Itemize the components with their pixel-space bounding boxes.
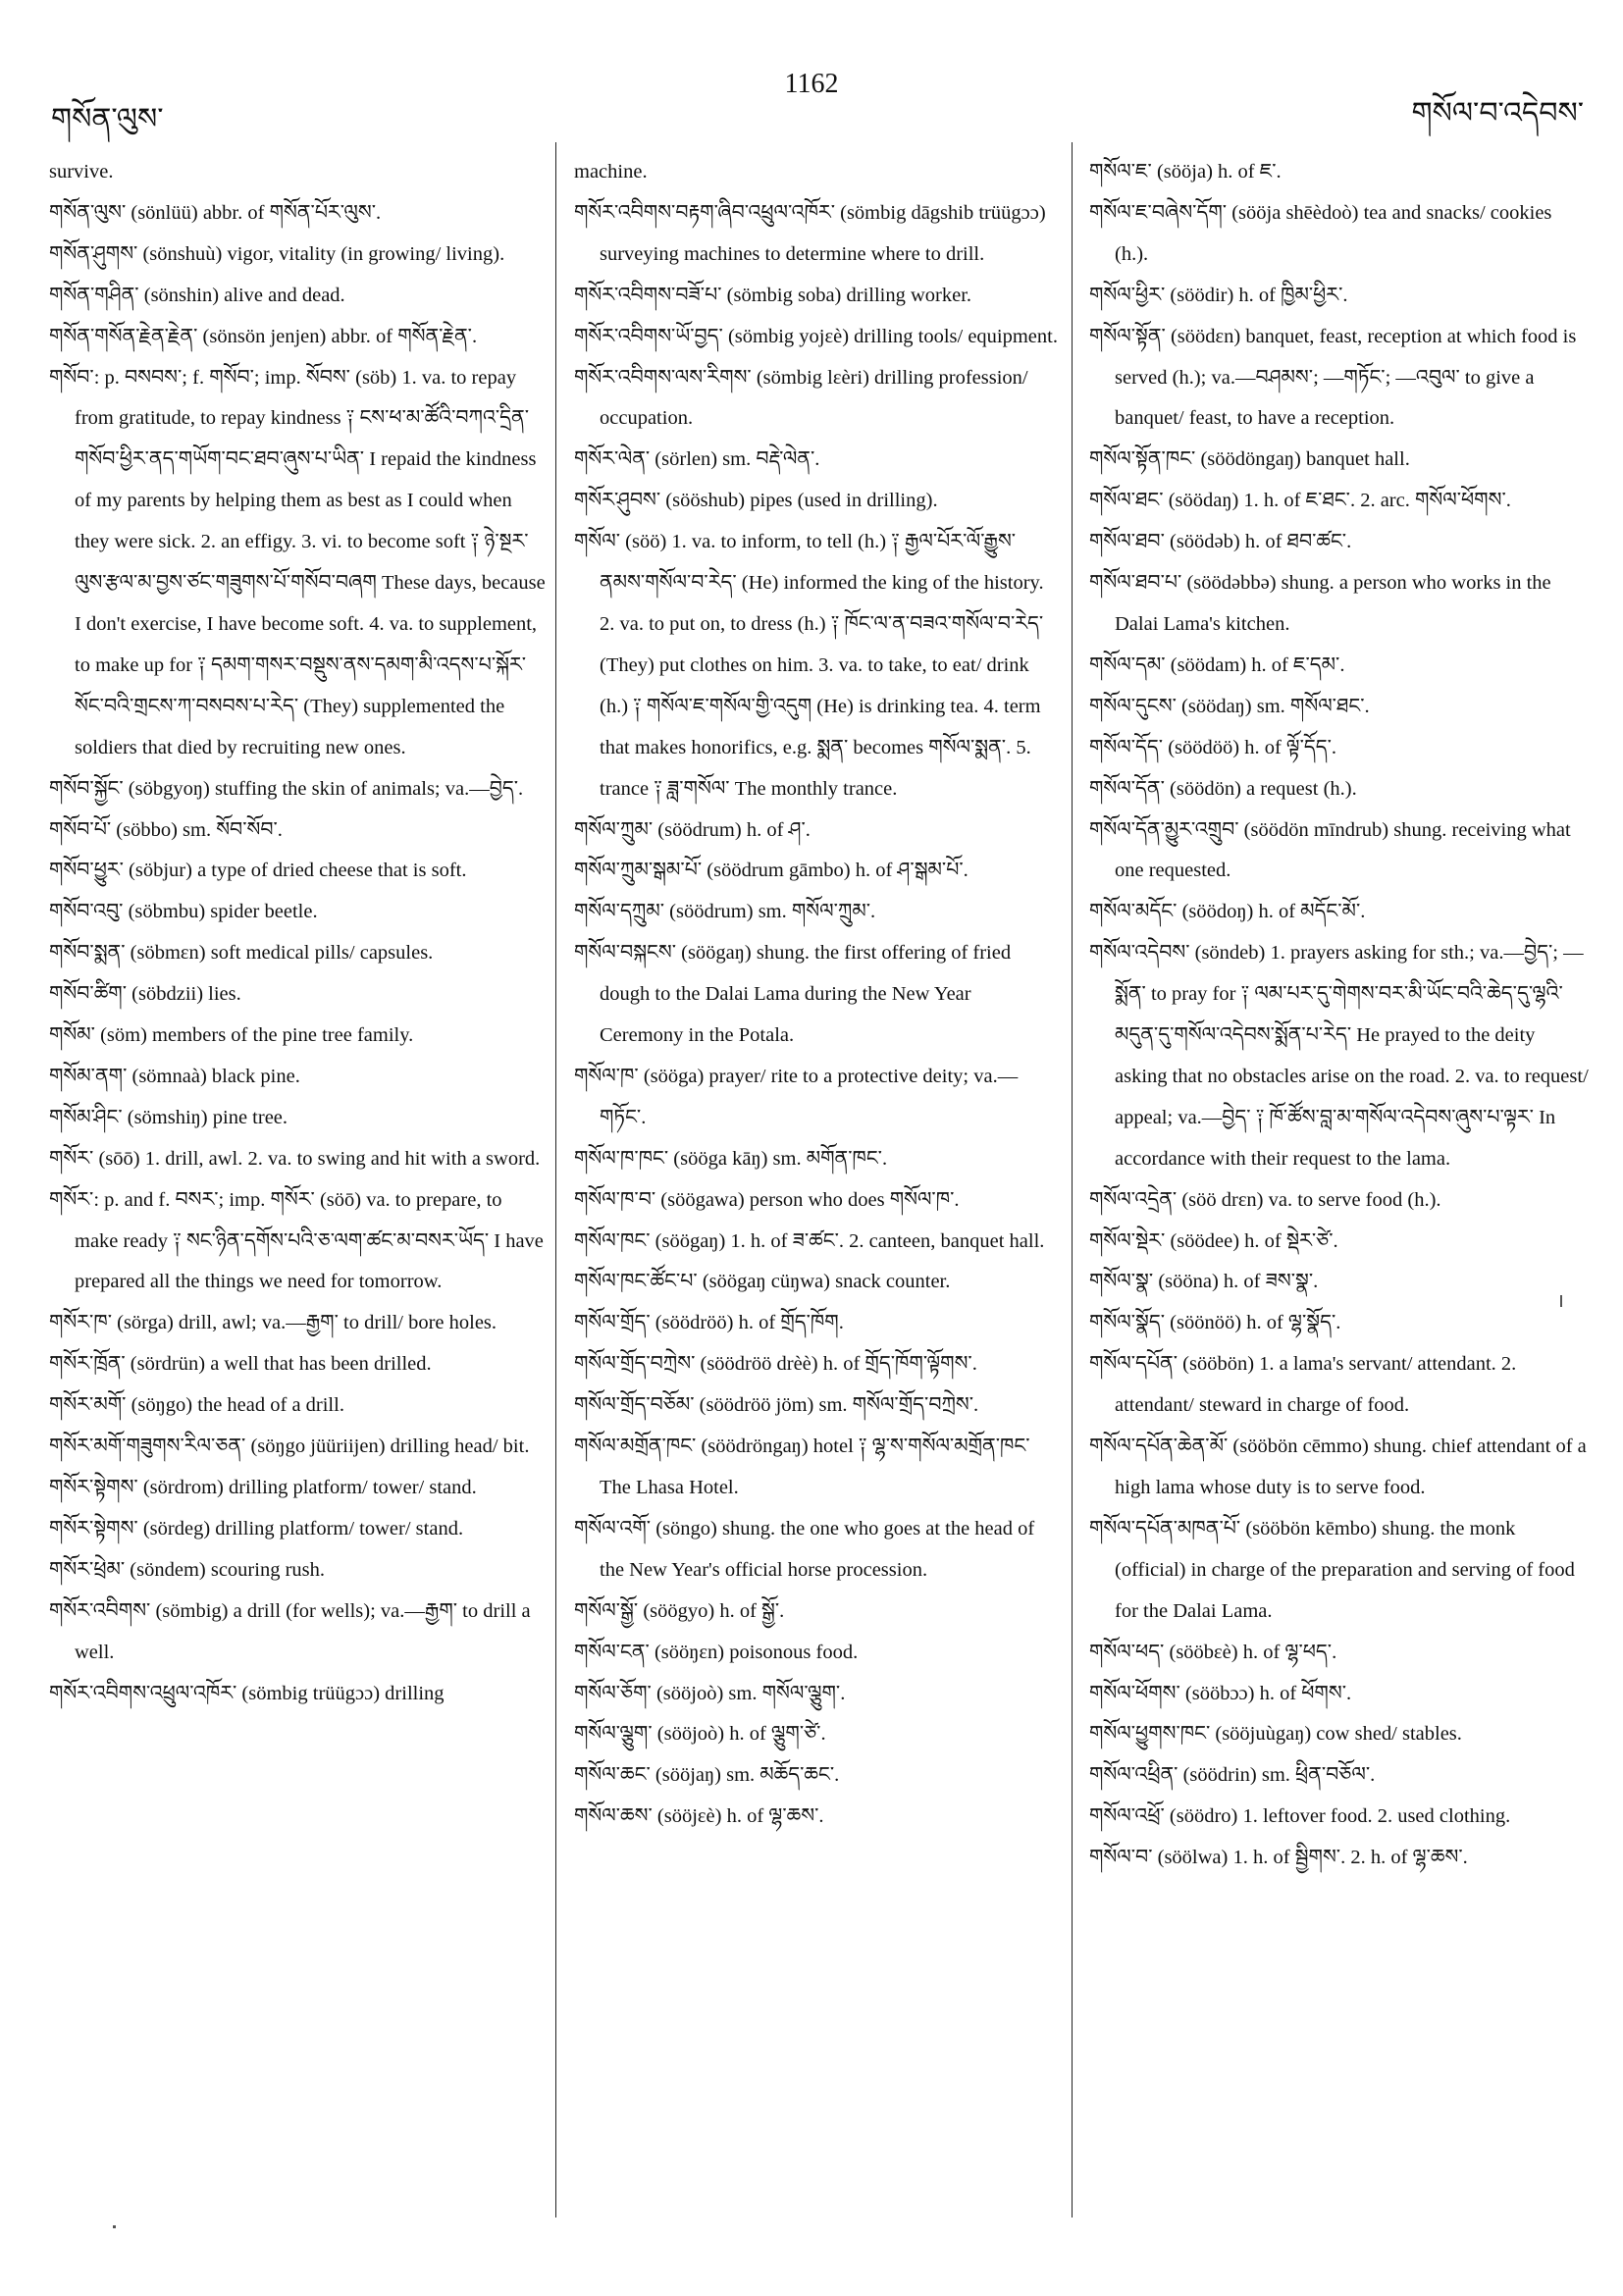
dictionary-entry: གསོལ་དཔོན་ (sööbön) 1. a lama's servant/ attendant. 2. attendant/ steward in charge of food. [1089, 1353, 1517, 1417]
dictionary-entry: གསོབ་སྐྱོང་ (söbgyoŋ) stuffing the skin of animals; va.—བྱེད་. [49, 777, 524, 800]
column-divider-2 [1072, 142, 1073, 2218]
column-divider-1 [555, 142, 556, 2218]
dictionary-entry: གསོར་ཤུབས་ (sööshub) pipes (used in drilling). [574, 490, 938, 512]
scan-mark [1560, 1295, 1562, 1307]
dictionary-entry: གསོལ་ཆས་ (sööjɛè) h. of ལྷ་ཆས་. [574, 1805, 824, 1828]
dictionary-entry: གསོར་འབིགས་བརྟག་ཞིབ་འཕྲུལ་འཁོར་ (sömbig dāgshib trüügɔɔ) surveying machines to determine where to drill. [574, 201, 1046, 265]
dictionary-entry: གསོལ་ཅོག་ (sööjoò) sm. གསོལ་ལྕུག་. [574, 1682, 846, 1704]
dictionary-entry: གསོར་ཁྲོན་ (sördrün) a well that has been drilled. [49, 1353, 432, 1376]
dictionary-entry: གསོར་འབིགས་བཟོ་པ་ (sömbig soba) drilling worker. [574, 284, 972, 306]
column-3 [1089, 152, 1590, 1879]
dictionary-entry: གསོལ་ཕོགས་ (sööbɔɔ) h. of ཕོགས་. [1089, 1682, 1352, 1704]
dictionary-entry: གསོལ་སྡེར་ (söödee) h. of སྡེར་ཙེ་. [1089, 1229, 1338, 1252]
dictionary-entry: གསོར་འབིགས་ལས་རིགས་ (sömbig lɛèri) drilling profession/ occupation. [574, 366, 1028, 430]
dictionary-entry: གསོན་ལུས་ (sönlüü) abbr. of གསོན་པོར་ལུས་. [49, 201, 382, 224]
dictionary-entry: གསོལ་ཁ་ (sööga) prayer/ rite to a protective deity; va.—གཏོང་. [574, 1065, 1019, 1128]
dictionary-entry: གསོལ་བསྐངས་ (söögaŋ) shung. the first offering of fried dough to the Dalai Lama during the New Year Ceremony in the Potala. [574, 942, 1012, 1047]
dictionary-entry: གསོར་འབིགས་ཡོ་བྱད་ (sömbig yojɛè) drilling tools/ equipment. [574, 325, 1058, 347]
dictionary-entry: གསོར་ (sōō) 1. drill, awl. 2. va. to swing and hit with a sword. [49, 1147, 541, 1170]
column-1 [49, 152, 550, 1714]
dictionary-entry: གསོལ་གྲོད་ (söödröö) h. of གྲོད་ཁོག. [574, 1312, 844, 1334]
dictionary-entry: གསོལ་སྣོད་ (söönöö) h. of ལྷ་སྣོད་. [1089, 1312, 1341, 1334]
dictionary-entry: གསོལ་དཔོན་མཁན་པོ་ (sööbön kēmbo) shung. the monk (official) in charge of the preparation and serving of food for the Dalai Lama. [1089, 1517, 1575, 1622]
dictionary-entry: གསོལ་ཐབ་ (söödəb) h. of ཐབ་ཚང་. [1089, 531, 1352, 553]
dictionary-entry: གསོར་མགོ་གཟུགས་རིལ་ཅན་ (söŋgo jüüriijen) drilling head/ bit. [49, 1435, 530, 1458]
dictionary-entry: གསོམ་ཤིང་ (sömshiŋ) pine tree. [49, 1106, 288, 1128]
dictionary-entry: གསོབ་: p. བསབས་; f. གསོབ་; imp. སོབས་ (söb) 1. va. to repay from gratitude, to repay kindness ༑ ངས་ཕ་མ་ཚོའི་བཀའ་དྲིན་གསོབ་ཕྱིར་ནད་གཡོག་བང་ཐབ་ཞུས་པ་ཡིན་ I repaid the kindness of my parents by helping them as best as I could when they were sick. 2. an effigy. 3. vi. to become soft ༑ ཉེ་སྔར་ལུས་རྩལ་མ་བྱས་ཙང་གཟུགས་པོ་གསོབ་བཞག These days, because I don't exercise, I have become soft. 4. va. to supplement, to make up for ༑ དམག་གསར་བསྡུས་ནས་དམག་མི་འདས་པ་སྐོར་སོང་བའི་གྲངས་ཀ་བསབས་པ་རེད་ (They) supplemented the soldiers that died by recruiting new ones. [49, 366, 546, 758]
dictionary-entry: གསོར་སྟེགས་ (sördeg) drilling platform/ tower/ stand. [49, 1517, 464, 1539]
page-header [0, 0, 1623, 147]
dictionary-entry: གསོལ་དོན་ (söödön) a request (h.). [1089, 777, 1357, 800]
dictionary-entry: གསོལ་ཁང་ (söögaŋ) 1. h. of ཟ་ཚང་. 2. canteen, banquet hall. [574, 1229, 1045, 1252]
left-guide-word: གསོན་ལུས་ [51, 102, 164, 136]
dictionary-entry: གསོལ་ཁ་བ་ (söögawa) person who does གསོལ་ཁ་. [574, 1188, 960, 1211]
dictionary-entry: གསོབ་འབུ་ (söbmbu) spider beetle. [49, 901, 318, 923]
dictionary-entry: གསོལ་ཕྱིར་ (söödir) h. of ཁྱིམ་ཕྱིར་. [1089, 284, 1348, 306]
dictionary-entry: གསོལ་ཀྲུམ་སྒམ་པོ་ (söödrum gāmbo) h. of ཤ་སྒམ་པོ་. [574, 860, 969, 882]
column-2 [574, 152, 1060, 1838]
dictionary-entry: གསོལ་ཇ་ (sööja) h. of ཇ་. [1089, 161, 1282, 183]
dictionary-entry: གསོལ་འདེབས་ (söndeb) 1. prayers asking for sth.; va.—བྱེད་; —སྨོན་ to pray for ༑ ལམ་པར་དུ་གེགས་བར་མི་ཡོང་བའི་ཆེད་དུ་ལྷའི་མདུན་དུ་གསོལ་འདེབས་སྨོན་པ་རེད་ He prayed to the deity asking that no obstacles arise on the road. 2. va. to request/ appeal; va.—བྱེད་ ༑ ཁོ་ཚོས་བླ་མ་གསོལ་འདེབས་ཞུས་པ་ལྟར་ In accordance with their request to the lama. [1089, 942, 1589, 1170]
dictionary-entry: གསོལ་ཀྲུམ་ (söödrum) h. of ཤ་. [574, 818, 811, 841]
dictionary-entry: གསོལ་བ་ (söölwa) 1. h. of སྦྱིགས་. 2. h. of ལྷ་ཆས་. [1089, 1847, 1468, 1869]
dictionary-entry: གསོར་སྟེགས་ (sördrom) drilling platform/ tower/ stand. [49, 1477, 477, 1498]
dictionary-entry: གསོལ་གྲོད་བཀྲེས་ (söödröö drèè) h. of གྲོད་ཁོག་ལྟོགས་. [574, 1353, 977, 1376]
dictionary-entry: གསོལ་ཐབ་པ་ (söödəbbə) shung. a person who works in the Dalai Lama's kitchen. [1089, 572, 1551, 635]
dictionary-entry: གསོལ་ཕྱུགས་ཁང་ (sööjuùgaŋ) cow shed/ stables. [1089, 1723, 1462, 1746]
dictionary-entry: གསོར་འབིགས་འཕྲུལ་འཁོར་ (sömbig trüügɔɔ) drilling [49, 1682, 445, 1704]
dictionary-entry: གསོལ་ངན་ (sööŋɛn) poisonous food. [574, 1641, 859, 1663]
dictionary-entry: གསོལ་ཆང་ (sööjaŋ) sm. མཆོད་ཆང་. [574, 1764, 840, 1787]
dictionary-entry: གསོལ་སྒྱོ་ (söögyo) h. of སྒྱོ་. [574, 1599, 785, 1622]
dictionary-entry: གསོལ་འཕྲོ་ (söödro) 1. leftover food. 2. used clothing. [1089, 1805, 1511, 1828]
dictionary-entry: གསོལ་ཁ་ཁང་ (sööga kāŋ) sm. མགོན་ཁང་. [574, 1147, 888, 1170]
dictionary-entry: གསོལ་དོད་ (söödöö) h. of ལྟོ་དོད་. [1089, 736, 1337, 758]
dictionary-entry: གསོབ་ཕྱུར་ (söbjur) a type of dried cheese that is soft. [49, 860, 467, 882]
dictionary-entry: གསོལ་དཀྲུམ་ (söödrum) sm. གསོལ་ཀྲུམ་. [574, 901, 876, 923]
dictionary-entry: གསོལ་མདོང་ (söödoŋ) h. of མདོང་མོ་. [1089, 901, 1366, 923]
dictionary-entry: གསོལ་ཁང་ཚོང་པ་ (söögaŋ cüŋwa) snack counter. [574, 1271, 951, 1293]
dictionary-entry: གསོར་ལེན་ (sörlen) sm. བརྡེ་ལེན་. [574, 448, 820, 471]
dictionary-entry: གསོལ་དམ་ (söödam) h. of ཇ་དམ་. [1089, 653, 1345, 676]
dictionary-entry: གསོལ་སྣ་ (sööna) h. of ཟས་སྣ་. [1089, 1271, 1319, 1293]
dictionary-entry: གསོལ་ཇ་བཞེས་དོག་ (sööja shēèdoò) tea and snacks/ cookies (h.). [1089, 201, 1552, 265]
scan-mark [113, 2225, 116, 2228]
dictionary-entry: གསོལ་འཕྲིན་ (söödrin) sm. ཕྲིན་བཅོལ་. [1089, 1764, 1376, 1787]
dictionary-entry: གསོམ་ནག་ (sömnaà) black pine. [49, 1065, 300, 1087]
dictionary-entry: གསོལ་འགོ་ (söngo) shung. the one who goes at the head of the New Year's official horse procession. [574, 1517, 1035, 1581]
dictionary-entry: གསོར་མགོ་ (söŋgo) the head of a drill. [49, 1394, 344, 1417]
dictionary-entry: གསོལ་མགྲོན་ཁང་ (söödröngaŋ) hotel ༑ ལྷ་ས་གསོལ་མགྲོན་ཁང་ The Lhasa Hotel. [574, 1435, 1030, 1498]
dictionary-entry: གསོལ་དོན་མྱུར་འགྲུབ་ (söödön mīndrub) shung. receiving what one requested. [1089, 818, 1571, 882]
dictionary-entry: གསོར་འབིགས་ (sömbig) a drill (for wells); va.—རྒྱག་ to drill a well. [49, 1599, 531, 1663]
dictionary-entry: གསོབ་སྨན་ (söbmɛn) soft medical pills/ capsules. [49, 942, 434, 965]
dictionary-entry: གསོལ་འདྲེན་ (söö drɛn) va. to serve food (h.). [1089, 1188, 1441, 1211]
dictionary-entry: གསོར་ཁ་ (sörga) drill, awl; va.—རྒྱག་ to drill/ bore holes. [49, 1312, 497, 1334]
dictionary-entry: གསོན་ཤུགས་ (sönshuù) vigor, vitality (in growing/ living). [49, 242, 505, 265]
dictionary-entry: གསོར་: p. and f. བསར་; imp. གསོར་ (söō) va. to prepare, to make ready ༑ སང་ཉིན་དགོས་པའི་ཅ་ལག་ཚང་མ་བསར་ཡོད་ I have prepared all the things we need for tomorrow. [49, 1188, 544, 1293]
dictionary-entry: གསོལ་ཕད་ (sööbɛè) h. of ལྷ་ཕད་. [1089, 1641, 1337, 1663]
dictionary-entry: གསོམ་ (söm) members of the pine tree family. [49, 1024, 414, 1047]
dictionary-entry: གསོལ་སྟོན་ཁང་ (söödöngaŋ) banquet hall. [1089, 448, 1410, 471]
dictionary-entry: གསོལ་དཔོན་ཆེན་མོ་ (sööbön cēmmo) shung. chief attendant of a high lama whose duty is to serve food. [1089, 1435, 1587, 1498]
dictionary-entry: གསོར་ཕྲེམ་ (söndem) scouring rush. [49, 1558, 326, 1581]
dictionary-entry: གསོལ་དུངས་ (söödaŋ) sm. གསོལ་ཐང་. [1089, 695, 1370, 717]
dictionary-entry: གསོབ་ཚིག་ (söbdzii) lies. [49, 983, 241, 1006]
dictionary-entry: གསོན་གསོན་རྗེན་རྗེན་ (sönsön jenjen) abbr. of གསོན་རྗེན་. [49, 325, 478, 347]
dictionary-entry: གསོལ་ཐང་ (söödaŋ) 1. h. of ཇ་ཐང་. 2. arc. གསོལ་ཕོགས་. [1089, 490, 1511, 512]
dictionary-entry: གསོལ་ (söö) 1. va. to inform, to tell (h.) ༑ རྒྱལ་པོར་ལོ་རྒྱུས་ནམས་གསོལ་བ་རེད་ (He) informed the king of the history. 2. va. to put on, to dress (h.) ༑ ཁོང་ལ་ན་བཟའ་གསོལ་བ་རེད་ (They) put clothes on him. 3. va. to take, to eat/ drink (h.) ༑ གསོལ་ཇ་གསོལ་གྱི་འདུག (He) is drinking tea. 4. term that makes honorifics, e.g. སྨན་ becomes གསོལ་སྨན་. 5. trance ༑ ཟླ་གསོལ་ The monthly trance. [574, 531, 1044, 800]
dictionary-entry: གསོལ་སྟོན་ (söödɛn) banquet, feast, reception at which food is served (h.); va.—བཤམས་; —གཏོང་; —འབུལ་ to give a banquet/ feast, to have a reception. [1089, 325, 1577, 430]
right-guide-word: གསོལ་བ་འདེབས་ [1411, 96, 1584, 130]
dictionary-entry: machine. [574, 161, 648, 183]
dictionary-entry: གསོན་གཤིན་ (sönshin) alive and dead. [49, 284, 345, 306]
dictionary-entry: གསོལ་གྲོད་བཅོམ་ (söödröö jöm) sm. གསོལ་གྲོད་བཀྲེས་. [574, 1394, 979, 1417]
dictionary-entry: survive. [49, 161, 114, 183]
page-number: 1162 [784, 69, 839, 99]
dictionary-entry: གསོབ་པོ་ (söbbo) sm. སོབ་སོབ་. [49, 818, 283, 841]
dictionary-entry: གསོལ་ལྕུག་ (sööjoò) h. of ལྕུག་ཙེ་. [574, 1723, 826, 1746]
